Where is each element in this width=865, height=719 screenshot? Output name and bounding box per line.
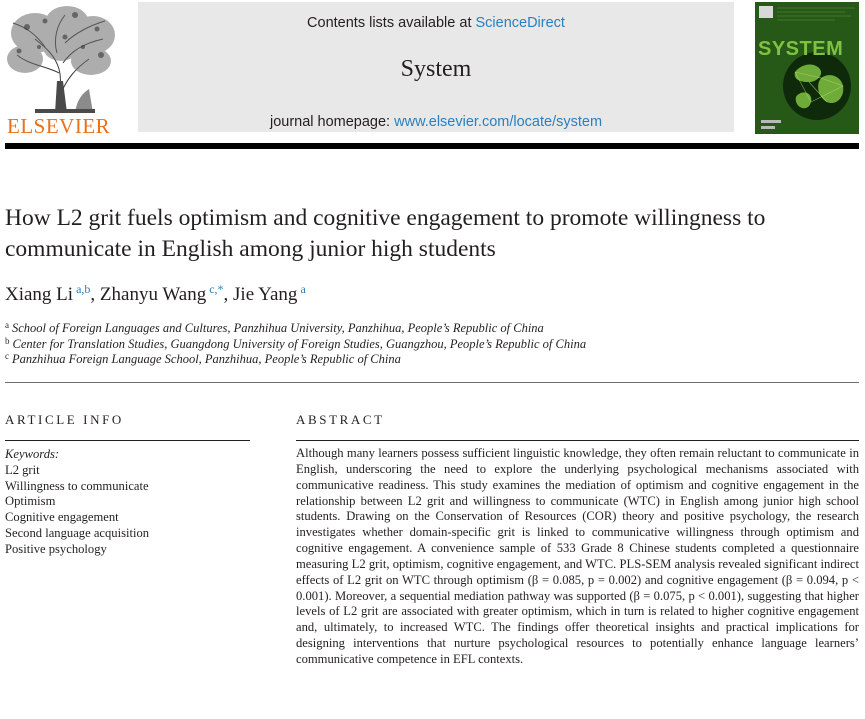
journal-header-band: [138, 2, 734, 132]
abstract-text: Although many learners possess sufficient linguistic knowledge, they often remain reluctant to communicate in English, underscoring the need to explore the underlying psychological mechanisms associated with communicative readiness. This study examines the mediation of optimism and cognitive engagement in the relationship between L2 grit and willingness to communicate (WTC) in English among junior high school students. Drawing on the Conservation of Resources (COR) theory and positive psychology, the research investigates whether domain-specific grit is linked to communicative willingness through optimism and cognitive engagement. A convenience sample of 533 Grade 8 Chinese students completed a questionnaire measuring L2 grit, optimism, cognitive engagement, and WTC. PLS-SEM analysis revealed significant indirect effects of L2 grit on WTC through optimism (β = 0.085, p = 0.002) and cognitive engagement (β = 0.094, p < 0.001). Moreover, a sequential mediation pathway was supported (β = 0.075, p < 0.001), suggesting that higher levels of L2 grit are associated with greater optimism, which in turn is related to higher cognitive engagement and, ultimately, to increased WTC. The findings offer theoretical insights and practical implications for designing interventions that nurture psychological resources to potentially enhance language learners’ communicative competence in EFL contexts.: [296, 446, 859, 666]
keyword-item: Positive psychology: [5, 541, 107, 556]
header-rule: [5, 143, 859, 149]
cover-title: SYSTEM: [758, 38, 844, 60]
author-separator: ,: [223, 284, 234, 305]
author-affiliation-marks[interactable]: c,*: [209, 282, 224, 296]
keyword-item: L2 grit: [5, 462, 40, 477]
journal-cover-image: [755, 2, 859, 134]
keyword-item: Willingness to communicate: [5, 478, 149, 493]
affiliation-mark: a: [5, 320, 9, 330]
author-separator: ,: [90, 284, 100, 305]
keywords-label: Keywords:: [5, 447, 60, 461]
article-info-rule: [5, 440, 250, 441]
keyword-item: Second language acquisition: [5, 525, 150, 540]
author-name[interactable]: Jie Yang: [233, 284, 298, 305]
homepage-line: [138, 114, 734, 130]
abstract-rule: [296, 440, 859, 441]
article-info-heading: ARTICLE INFO: [5, 412, 124, 427]
elsevier-logo[interactable]: [5, 3, 118, 137]
contents-prefix: Contents lists available at: [307, 15, 476, 31]
article-title: How L2 grit fuels optimism and cognitive engagement to promote willingness to communicate in English among junior high students: [5, 205, 766, 262]
affiliation-text: Center for Translation Studies, Guangdong University of Foreign Studies, Guangzhou, People’s Republic of China: [12, 337, 587, 351]
keywords-block: [5, 447, 149, 558]
elsevier-wordmark: ELSEVIER: [7, 114, 111, 138]
journal-cover[interactable]: [755, 2, 859, 134]
keyword-item: Optimism: [5, 494, 56, 509]
homepage-prefix: journal homepage:: [269, 114, 395, 130]
keyword-item: Cognitive engagement: [5, 510, 119, 525]
author-name[interactable]: Zhanyu Wang: [99, 284, 207, 305]
author-affiliation-marks[interactable]: a: [300, 282, 306, 296]
contents-line: [138, 15, 734, 31]
affiliation-text: Panzhihua Foreign Language School, Panzhihua, People’s Republic of China: [12, 352, 401, 366]
affiliation-item: [5, 336, 586, 352]
affiliation-item: [5, 351, 401, 367]
affiliation-mark: c: [5, 351, 9, 361]
affiliation-mark: b: [5, 336, 10, 346]
journal-name: System: [400, 56, 472, 82]
author-list: [5, 282, 306, 306]
section-divider: [5, 382, 859, 383]
affiliation-text: School of Foreign Languages and Cultures, Panzhihua University, Panzhihua, People’s Republic of China: [12, 321, 544, 335]
author-affiliation-marks[interactable]: a,b: [76, 282, 91, 296]
author-name[interactable]: Xiang Li: [5, 284, 74, 305]
affiliation-item: [5, 320, 544, 336]
sciencedirect-link[interactable]: ScienceDirect: [475, 15, 565, 31]
journal-homepage-link[interactable]: www.elsevier.com/locate/system: [394, 114, 603, 130]
abstract-heading: ABSTRACT: [296, 412, 385, 427]
